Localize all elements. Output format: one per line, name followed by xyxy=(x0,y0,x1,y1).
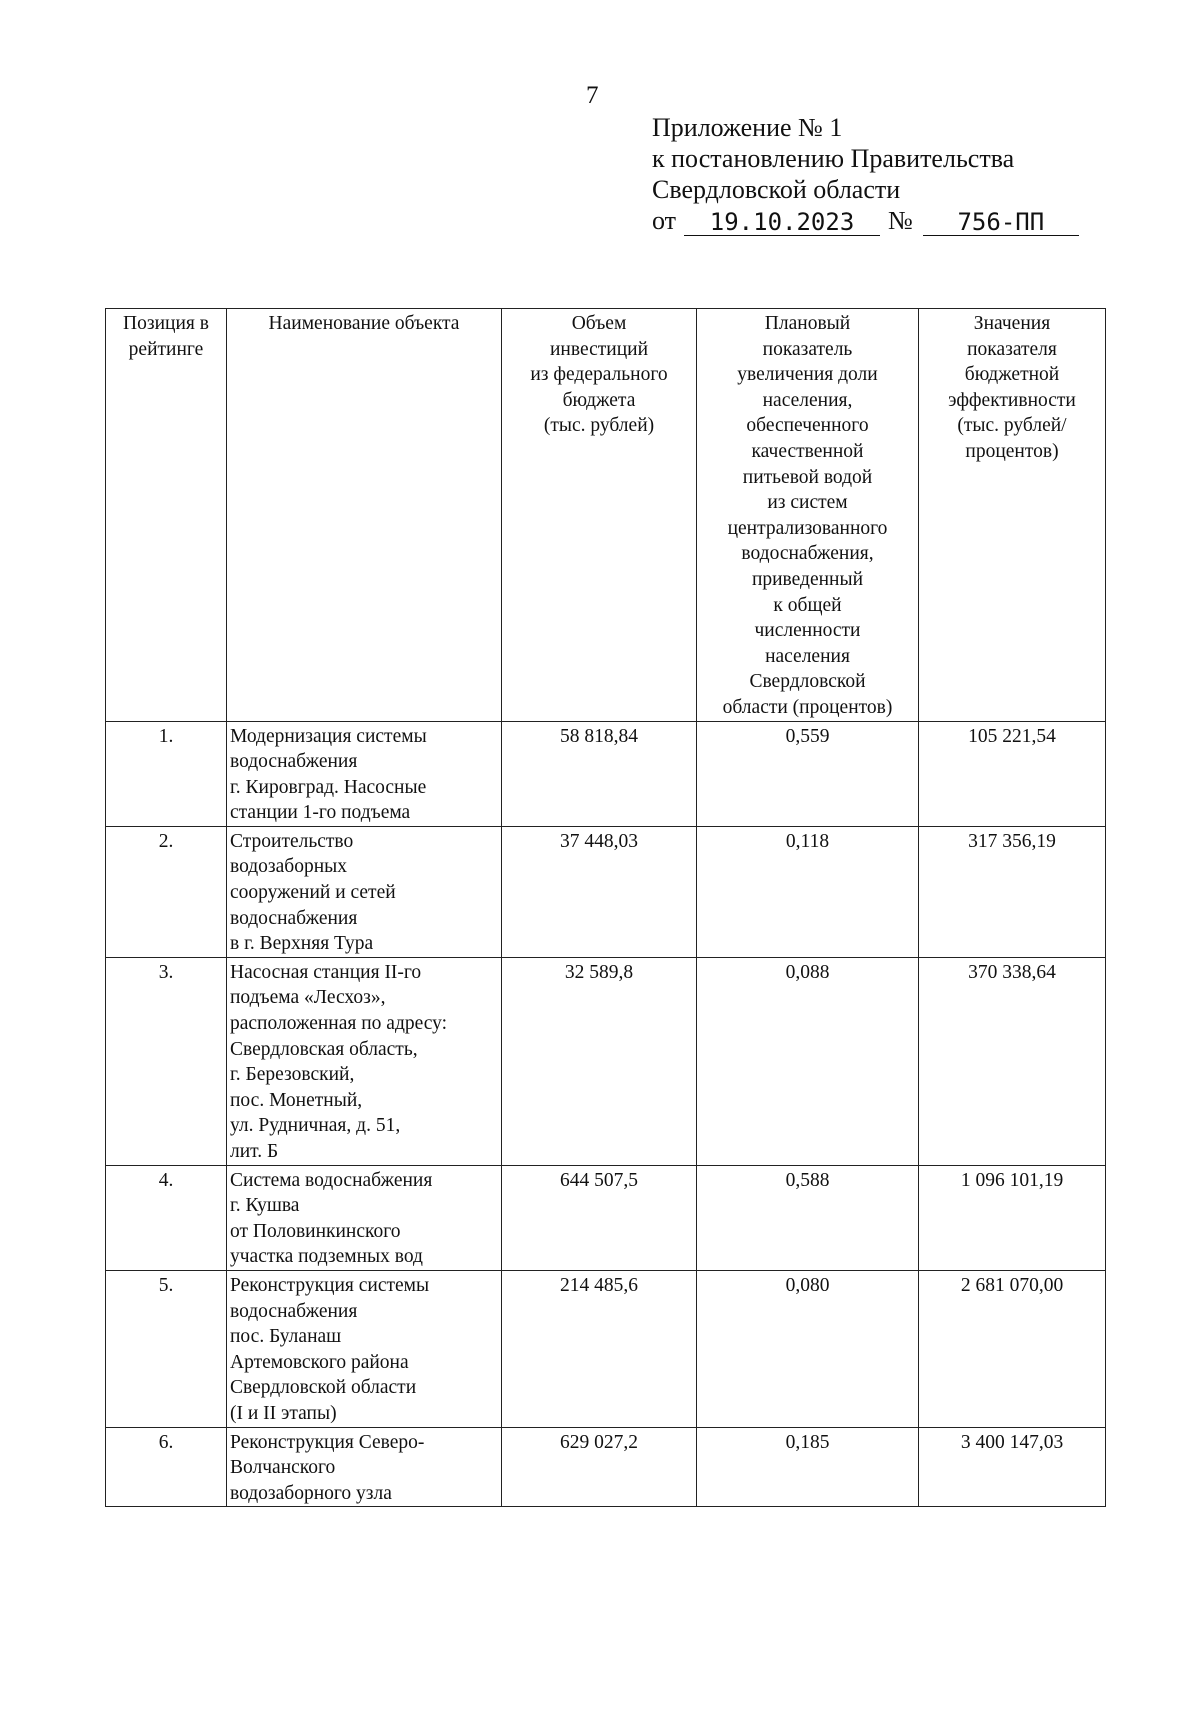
cell-position: 4. xyxy=(106,1165,227,1270)
cell-position: 5. xyxy=(106,1270,227,1427)
number-sign: № xyxy=(888,206,913,235)
cell-investment: 32 589,8 xyxy=(502,957,697,1165)
cell-indicator: 0,080 xyxy=(697,1270,919,1427)
table-row xyxy=(106,1270,1106,1427)
appendix-title: Приложение № 1 xyxy=(652,113,843,142)
page-number: 7 xyxy=(586,82,599,109)
cell-position: 1. xyxy=(106,721,227,826)
cell-efficiency: 105 221,54 xyxy=(919,721,1106,826)
table-row xyxy=(106,957,1106,1165)
cell-position: 3. xyxy=(106,957,227,1165)
cell-efficiency: 370 338,64 xyxy=(919,957,1106,1165)
cell-object-name: Модернизация системы водоснабжения г. Кировград. Насосные станции 1-го подъема xyxy=(227,721,502,826)
cell-position: 6. xyxy=(106,1427,227,1507)
table-row xyxy=(106,721,1106,826)
cell-efficiency: 1 096 101,19 xyxy=(919,1165,1106,1270)
appendix-heading xyxy=(652,112,1079,236)
rating-table xyxy=(105,308,1106,1507)
table-row xyxy=(106,826,1106,957)
header-planned-indicator: Плановый показатель увеличения доли населения, обеспеченного качественной питьевой водой из систем централизованного водоснабжения, приведенный к общей численности населения Свердловской области (процентов) xyxy=(697,309,919,722)
cell-object-name: Система водоснабжения г. Кушва от Половинкинского участка подземных вод xyxy=(227,1165,502,1270)
cell-efficiency: 317 356,19 xyxy=(919,826,1106,957)
header-object-name: Наименование объекта xyxy=(227,309,502,722)
table-row xyxy=(106,1165,1106,1270)
date-prefix: от xyxy=(652,206,677,235)
cell-indicator: 0,088 xyxy=(697,957,919,1165)
cell-investment: 37 448,03 xyxy=(502,826,697,957)
cell-object-name: Реконструкция Северо- Волчанского водозаборного узла xyxy=(227,1427,502,1507)
cell-indicator: 0,588 xyxy=(697,1165,919,1270)
table-header-row xyxy=(106,309,1106,722)
cell-investment: 58 818,84 xyxy=(502,721,697,826)
cell-object-name: Насосная станция II-го подъема «Лесхоз», расположенная по адресу: Свердловская область, г. Березовский, пос. Монетный, ул. Рудничная, д. 51, лит. Б xyxy=(227,957,502,1165)
resolution-number: 756-ПП xyxy=(923,209,1079,236)
cell-position: 2. xyxy=(106,826,227,957)
cell-investment: 629 027,2 xyxy=(502,1427,697,1507)
appendix-reference: к постановлению Правительства xyxy=(652,144,1015,173)
cell-object-name: Реконструкция системы водоснабжения пос. Буланаш Артемовского района Свердловской области (I и II этапы) xyxy=(227,1270,502,1427)
table-row xyxy=(106,1427,1106,1507)
cell-investment: 214 485,6 xyxy=(502,1270,697,1427)
cell-indicator: 0,559 xyxy=(697,721,919,826)
cell-efficiency: 3 400 147,03 xyxy=(919,1427,1106,1507)
cell-indicator: 0,118 xyxy=(697,826,919,957)
header-position: Позиция в рейтинге xyxy=(106,309,227,722)
appendix-region: Свердловской области xyxy=(652,175,901,204)
header-investment: Объем инвестиций из федерального бюджета (тыс. рублей) xyxy=(502,309,697,722)
header-efficiency: Значения показателя бюджетной эффективности (тыс. рублей/ процентов) xyxy=(919,309,1106,722)
cell-indicator: 0,185 xyxy=(697,1427,919,1507)
cell-object-name: Строительство водозаборных сооружений и сетей водоснабжения в г. Верхняя Тура xyxy=(227,826,502,957)
resolution-date: 19.10.2023 xyxy=(684,209,880,236)
cell-efficiency: 2 681 070,00 xyxy=(919,1270,1106,1427)
resolution-date-number xyxy=(652,205,1079,236)
cell-investment: 644 507,5 xyxy=(502,1165,697,1270)
